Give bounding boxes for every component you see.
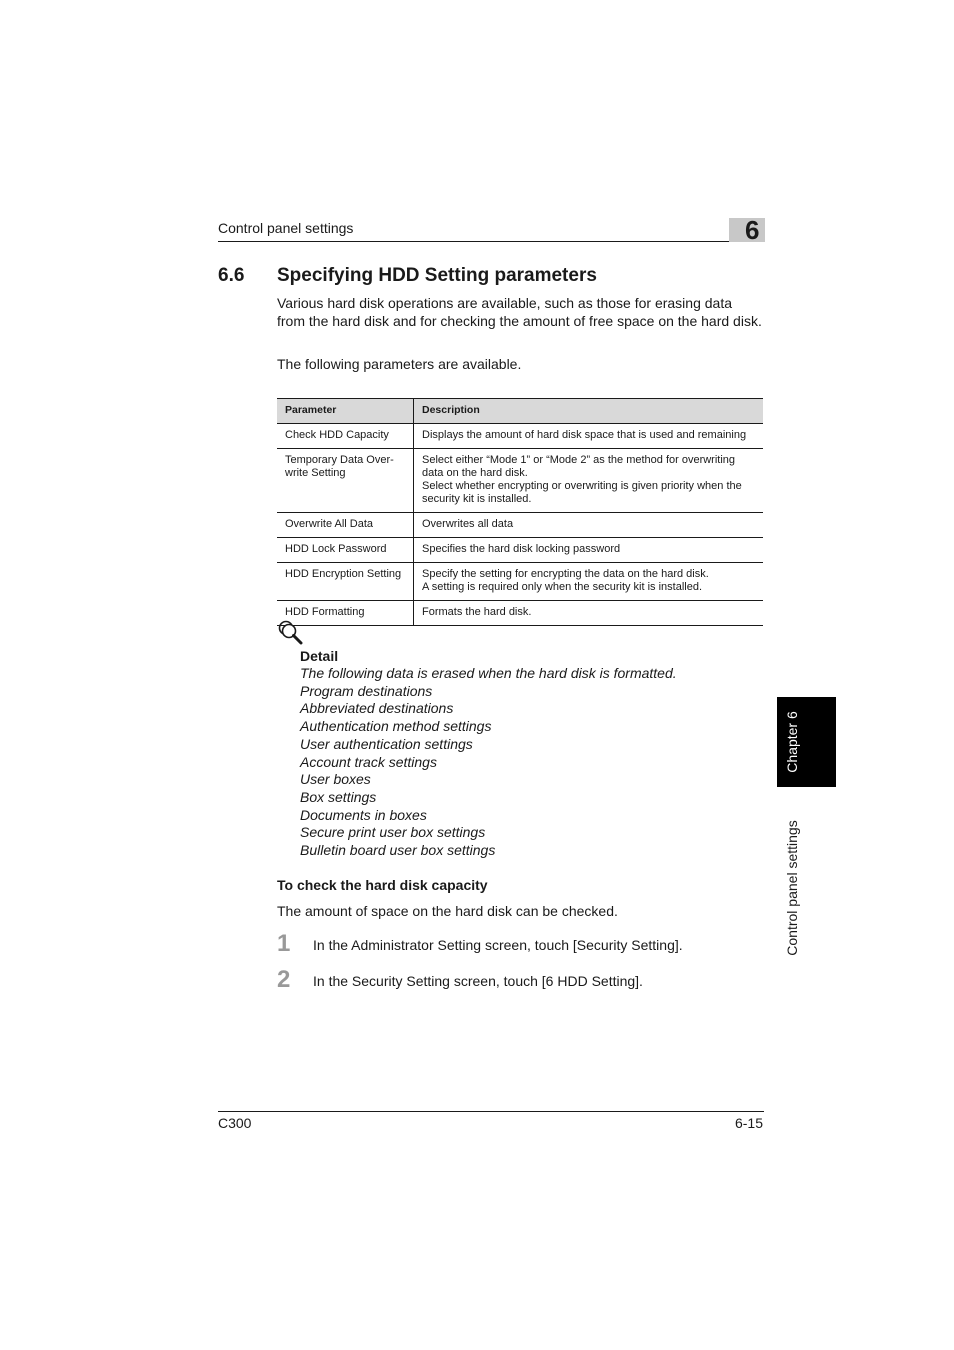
table-header-row	[277, 399, 763, 424]
parameter-cell: Check HDD Capacity	[277, 424, 414, 449]
detail-list	[300, 665, 677, 860]
intro-paragraph: Various hard disk operations are available, such as those for erasing data from the hard disk and for checking the amount of free space on the hard disk.	[277, 295, 762, 329]
table-row	[277, 513, 763, 538]
footer-model: C300	[218, 1115, 252, 1131]
description-cell: Specifies the hard disk locking password	[414, 538, 764, 563]
parameter-cell: Overwrite All Data	[277, 513, 414, 538]
table-row	[277, 563, 763, 601]
list-item: Abbreviated destinations	[300, 700, 454, 717]
detail-label: Detail	[300, 648, 339, 664]
side-tab-section-label: Control panel settings	[784, 820, 800, 956]
list-item: Documents in boxes	[300, 806, 427, 823]
parameter-cell: HDD Lock Password	[277, 538, 414, 563]
step-number: 2	[277, 966, 291, 993]
side-tab-chapter-label: Chapter 6	[784, 711, 800, 773]
step-text: In the Security Setting screen, touch [6 HDD Setting].	[313, 973, 643, 989]
parameter-cell: HDD Formatting	[277, 601, 414, 626]
description-cell: Select either “Mode 1” or “Mode 2” as the method for overwriting data on the hard disk. Select whether encrypting or overwriting is given priority when the security kit is installed.	[414, 449, 764, 513]
step-text: In the Administrator Setting screen, touch [Security Setting].	[313, 937, 683, 953]
step-number: 1	[277, 930, 291, 957]
list-item: User boxes	[300, 771, 371, 788]
list-item: Box settings	[300, 788, 377, 805]
procedure-heading: To check the hard disk capacity	[277, 877, 488, 893]
list-item: Authentication method settings	[300, 718, 492, 735]
description-cell: Specify the setting for encrypting the data on the hard disk. A setting is required only when the security kit is installed.	[414, 563, 764, 601]
running-header: Control panel settings	[218, 220, 354, 236]
description-cell: Overwrites all data	[414, 513, 764, 538]
list-item: Account track settings	[300, 753, 437, 770]
table-row	[277, 449, 763, 513]
description-cell: Formats the hard disk.	[414, 601, 764, 626]
parameter-cell: Temporary Data Over- write Setting	[277, 449, 414, 513]
list-item: Program destinations	[300, 682, 433, 699]
list-item: Secure print user box settings	[300, 824, 486, 841]
procedure-lead: The amount of space on the hard disk can be checked.	[277, 903, 618, 919]
magnifier-icon	[277, 619, 305, 647]
list-item: The following data is erased when the hard disk is formatted.	[300, 665, 677, 681]
footer-rule	[218, 1111, 764, 1112]
section-number: 6.6	[218, 265, 245, 286]
table-row	[277, 424, 763, 449]
list-item: Bulletin board user box settings	[300, 842, 496, 859]
page-number: 6-15	[734, 1115, 763, 1131]
table-row	[277, 601, 763, 626]
chapter-number: 6	[745, 215, 760, 245]
header-rule	[218, 241, 764, 242]
column-header-parameter: Parameter	[277, 399, 414, 424]
column-header-description: Description	[414, 399, 764, 424]
description-cell: Displays the amount of hard disk space that is used and remaining	[414, 424, 764, 449]
list-item: User authentication settings	[300, 735, 473, 752]
table-row	[277, 538, 763, 563]
lead-paragraph: The following parameters are available.	[277, 356, 522, 372]
parameter-table	[277, 398, 763, 626]
parameter-cell: HDD Encryption Setting	[277, 563, 414, 601]
section-title: Specifying HDD Setting parameters	[277, 265, 597, 286]
